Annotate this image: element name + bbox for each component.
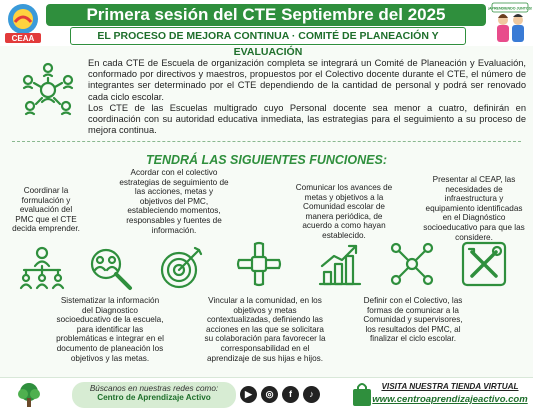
function-coordinate-text: Coordinar la formulación y evaluación del PMC que el CTE decida emprender.	[12, 186, 80, 234]
function-present-text: Presentar al CEAP, las necesidades de infraestructura y equipamiento identificadas en el Diagnóstico socioeducativo para que las considere.	[423, 175, 525, 242]
function-agree-text: Acordar con el colectivo estrategias de seguimiento de las acciones, metas y objetivos del PMC, estableciendo momentos, responsables y fuentes de información.	[119, 168, 229, 235]
social-callout	[72, 382, 236, 408]
function-define-text: Definir con el Colectivo, las formas de comunicar a la Comunidad y supervisores, los resultados del PMC, al finalizar el ciclo escolar.	[363, 296, 463, 344]
social-callout-line2: Centro de Aprendizaje Activo	[97, 393, 211, 402]
committee-network-icon	[18, 60, 78, 120]
tree-logo-icon	[14, 381, 44, 409]
logo-right-text: ¡APRENDIENDO JUNTOS!	[487, 6, 533, 11]
magnifier-people-icon	[86, 244, 134, 292]
intro-paragraph-2: Los CTE de las Escuelas multigrado cuyo Personal docente sea menor a cuatro, definirán en coordinación con su autoridad educativa inmediata, las estrategias para el seguimiento a su proceso de mejora continua.	[88, 102, 526, 136]
tools-icon	[460, 240, 508, 288]
shop-title: VISITA NUESTRA TIENDA VIRTUAL	[381, 382, 519, 391]
growth-chart-icon	[316, 240, 364, 288]
functions-heading: TENDRÁ LAS SIGUIENTES FUNCIONES:	[146, 153, 387, 167]
page-title: Primera sesión del CTE Septiembre del 2025	[46, 4, 486, 26]
network-people-icon	[388, 240, 436, 288]
function-systematize-text: Sistematizar la información del Diagnostico socioeducativo de la escuela, para identificar las problemáticas e integrar en el documento de planeación los objetivos y las metas.	[56, 296, 164, 363]
hands-circle-icon	[235, 240, 283, 288]
youtube-icon[interactable]: ▶	[240, 386, 257, 403]
leader-team-icon	[18, 244, 66, 292]
shop-link[interactable]: www.centroaprendizajeactivo.com	[372, 394, 528, 405]
instagram-icon[interactable]: ◎	[261, 386, 278, 403]
target-icon	[157, 244, 205, 292]
social-callout-line1: Búscanos en nuestras redes como:	[89, 384, 219, 393]
ceaa-logo	[3, 2, 43, 44]
intro-text	[88, 58, 526, 136]
function-communicate-text: Comunicar los avances de metas y objetivos a la Comunidad escolar de manera periódica, de acuerdo a como hayan establecido.	[295, 183, 393, 240]
page-subtitle: EL PROCESO DE MEJORA CONTINUA · COMITÉ DE PLANEACIÓN Y EVALUACIÓN	[70, 27, 466, 45]
intro-paragraph-1: En cada CTE de Escuela de organización completa se integrará un Comité de Planeación y Evaluación, conformado por directivos y maestros, propuestos por el Colectivo docente durante el CTE, el número de integrantes ser determinado por el CTE dependiendo de la cantidad de personal y podrá ser renovado cada ciclo escolar.	[88, 58, 526, 102]
function-link-community-text: Vincular a la comunidad, en los objetivos y metas contextualizadas, definiendo las acciones en las que se solicitara su colaboración para favorecer la corresponsabilidad en el aprendizaje de sus hijas e hijos.	[204, 296, 326, 363]
teachers-illustration	[487, 2, 533, 44]
tiktok-icon[interactable]: ♪	[303, 386, 320, 403]
divider	[12, 141, 521, 143]
facebook-icon[interactable]: f	[282, 386, 299, 403]
logo-left-text: CEAA	[11, 34, 35, 43]
